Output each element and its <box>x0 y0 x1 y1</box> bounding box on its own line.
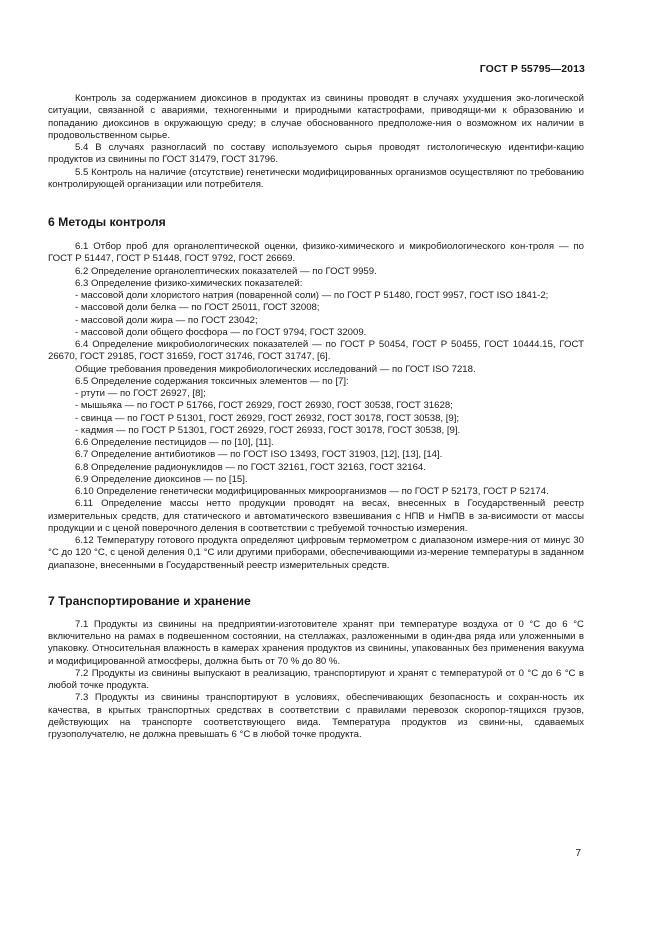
paragraph-6-8: 6.8 Определение радионуклидов — по ГОСТ 32161, ГОСТ 32163, ГОСТ 32164. <box>75 461 426 473</box>
paragraph-5-5: 5.5 Контроль на наличие (отсутствие) генетически модифицированных организмов осуществляют по требованию контролирующей организации или потребителя. <box>48 166 584 190</box>
paragraph-7-1: 7.1 Продукты из свинины на предприятии-изготовителе хранят при температуре воздуха от 0 °С до 6 °С включительно на рамах в подвешенном состоянии, на стеллажах, разложенными в один-два ряда или уложенными в упаковку. Относительная влажность в камерах хранения продуктов из свинины, упакованных без применения вакуума и модифицированной атмосферы, должна быть от 70 % до 80 %. <box>48 618 584 667</box>
list-item-6-5-lead: - свинца — по ГОСТ Р 51301, ГОСТ 26929, ГОСТ 26932, ГОСТ 30178, ГОСТ 30538, [9]; <box>75 412 460 424</box>
paragraph-6-7: 6.7 Определение антибиотиков — по ГОСТ ISO 13493, ГОСТ 31903, [12], [13], [14]. <box>75 449 443 461</box>
list-item-6-5-mercury: - ртути — по ГОСТ 26927, [8]; <box>75 388 206 399</box>
section-6-heading: 6 Методы контроля <box>48 215 166 229</box>
paragraph-7-2: 7.2 Продукты из свинины выпускают в реализацию, транспортируют и хранят с температурой от 0 °С до 6 °С в любой точке продукта. <box>48 667 584 691</box>
list-item-6-5-arsenic: - мышьяка — по ГОСТ Р 51766, ГОСТ 26929, ГОСТ 26930, ГОСТ 30538, ГОСТ 31628; <box>75 400 453 412</box>
paragraph-6-4-general: Общие требования проведения микробиологических исследований — по ГОСТ ISO 7218. <box>75 363 476 375</box>
paragraph-6-6: 6.6 Определение пестицидов — по [10], [11]. <box>75 437 274 448</box>
page-body <box>48 93 584 741</box>
page-number: 7 <box>575 848 581 859</box>
paragraph-6-1: 6.1 Отбор проб для органолептической оценки, физико-химического и микробиологического кон-троля — по ГОСТ Р 51447, ГОСТ Р 51448, ГОСТ 9792, ГОСТ 26669. <box>48 241 584 265</box>
list-item-6-5-cadmium: - кадмия — по ГОСТ Р 51301, ГОСТ 26929, ГОСТ 26933, ГОСТ 30178, ГОСТ 30538, [9]. <box>75 424 461 436</box>
list-item-6-3-phosphorus: - массовой доли общего фосфора — по ГОСТ 9794, ГОСТ 32009. <box>75 326 367 338</box>
paragraph-6-5: 6.5 Определение содержания токсичных элементов — по [7]: <box>75 375 349 387</box>
list-item-6-3-fat: - массовой доли жира — по ГОСТ 23042; <box>75 314 258 326</box>
list-item-6-3-salt: - массовой доли хлористого натрия (поваренной соли) — по ГОСТ Р 51480, ГОСТ 9957, ГОСТ ISO 1841-2; <box>75 290 549 301</box>
paragraph-6-4: 6.4 Определение микробиологических показателей — по ГОСТ Р 50454, ГОСТ Р 50455, ГОСТ 10444.15, ГОСТ 26670, ГОСТ 29185, ГОСТ 31659, ГОСТ 31746, ГОСТ 31747, [6]. <box>48 339 584 363</box>
paragraph-7-3: 7.3 Продукты из свинины транспортируют в условиях, обеспечивающих безопасность и сохран-ность их качества, в крытых транспортных средствах в соответствии с правилами перевозок скоропор-тящихся грузов, действующих на транспорте соответствующего вида. Температура продуктов из свини-ны, сдаваемых грузополучателю, не должна превышать 6 °С в любой точке продукта. <box>48 692 584 740</box>
list-item-6-3-protein: - массовой доли белка — по ГОСТ 25011, ГОСТ 32008; <box>75 302 320 314</box>
paragraph-6-3: 6.3 Определение физико-химических показателей: <box>75 277 303 289</box>
document-header: ГОСТ Р 55795—2013 <box>479 63 585 75</box>
paragraph-dioxin-control: Контроль за содержанием диоксинов в продуктах из свинины проводят в случаях ухудшения эко-логической ситуации, связанной с авариями, техногенными и природными катастрофами, приводящи-ми к образованию и попаданию диоксинов в окружающую среду; в случае обоснованного предположе-ния о возможном их наличии в продовольственном сырье. <box>48 93 584 141</box>
paragraph-6-12: 6.12 Температуру готового продукта определяют цифровым термометром с диапазоном измере-ния от минус 30 °С до 120 °С, с ценой деления 0,1 °С или другими приборами, обеспечивающими из-мерение температуры в заданном диапазоне, внесенными в Государственный реестр измерительных средств. <box>48 535 584 571</box>
paragraph-6-2: 6.2 Определение органолептических показателей — по ГОСТ 9959. <box>75 265 377 277</box>
paragraph-6-10: 6.10 Определение генетически модифицированных микроорганизмов — по ГОСТ Р 52173, ГОСТ Р 52174. <box>75 486 549 497</box>
paragraph-5-4: 5.4 В случаях разногласий по составу используемого сырья проводят гистологическую идентифи-кацию продуктов из свинины по ГОСТ 31479, ГОСТ 31796. <box>48 142 584 166</box>
paragraph-6-9: 6.9 Определение диоксинов — по [15]. <box>75 473 248 485</box>
paragraph-6-11: 6.11 Определение массы нетто продукции проводят на весах, внесенных в Государственный реестр измерительных средств, для статического и автоматического взвешивания с НПВ и НмПВ в за-висимости от массы продукции и с ценой поверочного деления в соответствии с требуемой точностью измерения. <box>48 498 584 534</box>
section-7-heading: 7 Транспортирование и хранение <box>48 593 251 608</box>
